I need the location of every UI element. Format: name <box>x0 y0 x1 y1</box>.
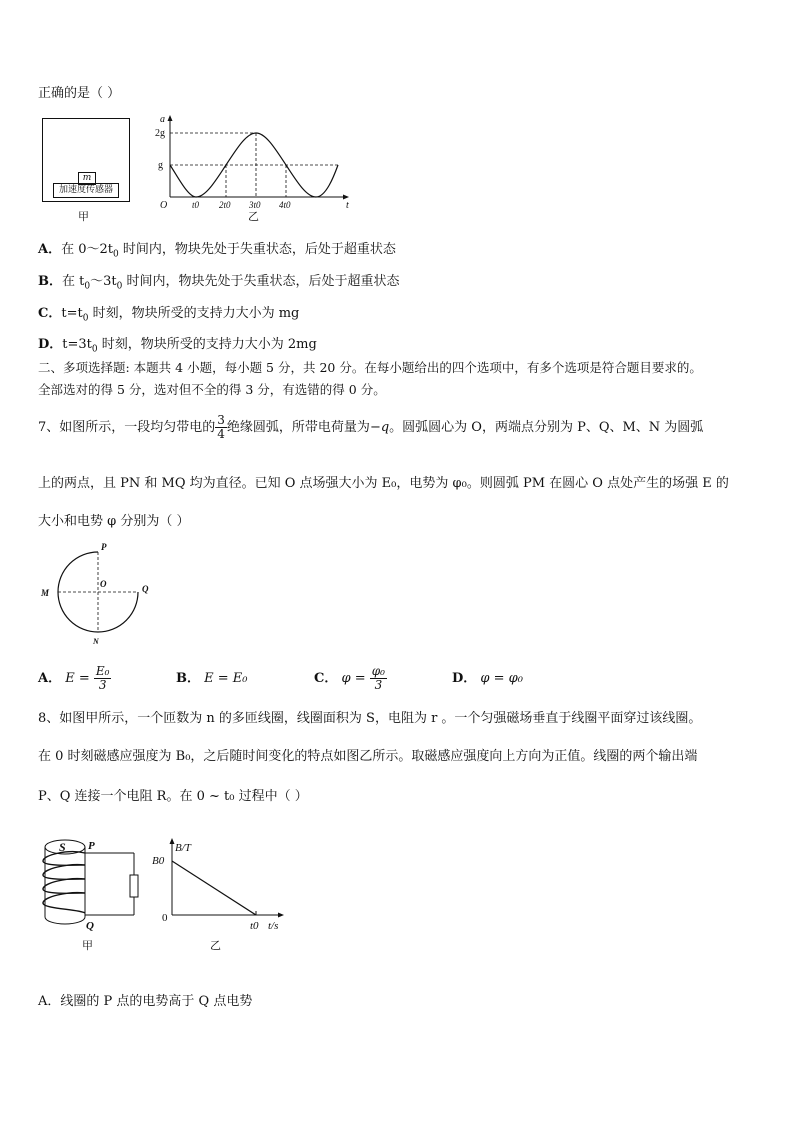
q7-option-b[interactable] <box>176 662 248 696</box>
option-text-post: 时间内，物块先处于失重状态，后处于超重状态 <box>118 242 396 257</box>
x-tick-4t0: 4t0 <box>279 200 291 210</box>
figure-caption-jia: 甲 <box>78 210 89 223</box>
q6-option-b[interactable] <box>38 270 399 292</box>
a-axis-label: a <box>160 114 165 125</box>
q6-stem-tail: 正确的是（ ） <box>38 86 121 101</box>
q6-option-d[interactable] <box>38 333 317 355</box>
option-letter: D． <box>38 337 63 352</box>
figure-caption-yi: 乙 <box>210 940 221 952</box>
option-text-post: 时刻，物块所受的支持力大小为 mg <box>88 306 300 321</box>
option-sub: 0 <box>91 344 98 355</box>
t-axis-label: t <box>346 200 349 211</box>
option-sub: 0 <box>113 249 119 260</box>
label-M: M <box>41 588 50 598</box>
frac-num: E₀ <box>95 664 110 678</box>
q7-text-c: 。圆弧圆心为 O，两端点分别为 P、Q、M、N 为圆弧 <box>389 420 704 435</box>
q6-option-a[interactable] <box>38 238 396 260</box>
coil-bottom <box>45 917 85 924</box>
q8-line3: P、Q 连接一个电阻 R。在 0 ~ t₀ 过程中（ ） <box>38 789 308 804</box>
figure-caption-jia: 甲 <box>82 940 93 952</box>
B-decay-line <box>172 861 256 915</box>
label-O: O <box>100 579 107 589</box>
option-text: E = E₀ <box>204 671 248 686</box>
q8-line2: 在 0 时刻磁感应强度为 B₀，之后随时间变化的特点如图乙所示。取磁感应强度向上方向为正值。线圈的两个输出端 <box>38 749 698 764</box>
option-text: φ = φ₀ <box>480 671 523 686</box>
x-tick-3t0: 3t0 <box>249 200 261 210</box>
q7-line3: 大小和电势 φ 分别为（ ） <box>38 514 190 529</box>
B-axis-arrow <box>170 838 175 844</box>
q8-coil-figure <box>38 835 148 955</box>
option-letter: D． <box>452 671 477 686</box>
option-letter: C． <box>38 306 62 321</box>
q8-line1: 8、如图甲所示，一个匝数为 n 的多匝线圈，线圈面积为 S，电阻为 r 。一个匀强磁场垂直于线圈平面穿过该线圈。 <box>38 711 702 726</box>
label-S: S <box>59 840 66 854</box>
B0-tick-label: B0 <box>152 855 165 867</box>
frac-den: 3 <box>98 678 107 692</box>
option-lhs: E = <box>65 671 90 686</box>
a-axis-arrow <box>168 115 173 121</box>
option-fraction <box>94 665 112 692</box>
q8-bt-graph <box>150 835 300 955</box>
frac-num: φ₀ <box>371 664 385 678</box>
B-axis-label: B/T <box>175 842 191 854</box>
q7-text-b: 绝缘圆弧，所带电荷量为 <box>226 420 370 435</box>
option-text-mid: ～3t <box>90 274 117 289</box>
x-tick-2t0: 2t0 <box>219 200 231 210</box>
option-text-pre: 在 0～2t <box>61 242 113 257</box>
t-axis-label: t/s <box>268 920 279 932</box>
frac-num: 3 <box>217 413 225 427</box>
frac-den: 3 <box>374 678 383 692</box>
option-text-pre: t=t <box>61 306 83 321</box>
q7-charge: −q <box>369 420 390 435</box>
t-axis-arrow <box>278 913 284 918</box>
option-letter: B． <box>176 671 200 686</box>
option-sub2: 0 <box>116 281 123 292</box>
q7-arc-figure <box>38 540 158 655</box>
option-text-pre: 在 t <box>62 274 85 289</box>
fraction-three-quarters <box>215 414 227 441</box>
coil-winding <box>43 852 85 913</box>
t-axis-arrow <box>343 195 349 200</box>
option-sub: 0 <box>84 281 91 292</box>
q6-figure-jia <box>42 118 132 222</box>
option-text-post: 时刻，物块所受的支持力大小为 2mg <box>97 337 317 352</box>
option-letter: A． <box>38 671 62 686</box>
block-m: m <box>78 172 96 185</box>
option-letter: B． <box>38 274 62 289</box>
label-Q: Q <box>86 920 94 932</box>
x-tick-t0: t0 <box>192 200 200 210</box>
t0-tick-label: t0 <box>250 920 259 932</box>
option-text-post: 时间内，物块先处于失重状态，后处于超重状态 <box>122 274 400 289</box>
q7-option-c[interactable] <box>314 662 387 696</box>
option-letter: C． <box>314 671 338 686</box>
q7-option-d[interactable] <box>452 662 523 696</box>
q7-option-a[interactable] <box>38 662 111 696</box>
q7-line2: 上的两点，且 PN 和 MQ 均为直径。已知 O 点场强大小为 E₀，电势为 φ₀。则圆弧 PM 在圆心 O 点处产生的场强 E 的 <box>38 476 729 491</box>
origin-label: O <box>160 200 168 211</box>
section2-line1: 二、多项选择题: 本题共 4 小题，每小题 5 分，共 20 分。在每小题给出的四个选项中，有多个选项是符合题目要求的。 <box>38 360 702 375</box>
origin-label: 0 <box>162 912 168 924</box>
y-tick-2g: 2g <box>155 128 165 139</box>
y-tick-g: g <box>158 160 163 171</box>
q7-line1 <box>38 410 703 446</box>
label-N: N <box>93 637 99 646</box>
figure-caption-yi: 乙 <box>248 211 259 223</box>
section2-line2: 全部选对的得 5 分，选对但不全的得 3 分，有选错的得 0 分。 <box>38 382 386 397</box>
option-lhs: φ = <box>341 671 366 686</box>
q7-text-a: 7、如图所示，一段均匀带电的 <box>38 420 216 435</box>
option-sub: 0 <box>82 313 89 324</box>
q6-option-c[interactable] <box>38 302 299 324</box>
label-Q: Q <box>142 584 149 594</box>
resistor-R <box>130 875 138 897</box>
acceleration-sensor: 加速度传感器 <box>53 183 119 198</box>
frac-den: 4 <box>217 427 225 441</box>
q6-figure-yi <box>150 112 360 222</box>
q8-option-a[interactable]: A．线圈的 P 点的电势高于 Q 点电势 <box>38 994 253 1009</box>
option-letter: A． <box>38 242 62 257</box>
option-fraction <box>370 665 387 692</box>
option-text-pre: t=3t <box>62 337 92 352</box>
label-P: P <box>88 840 95 852</box>
label-P: P <box>101 542 107 552</box>
